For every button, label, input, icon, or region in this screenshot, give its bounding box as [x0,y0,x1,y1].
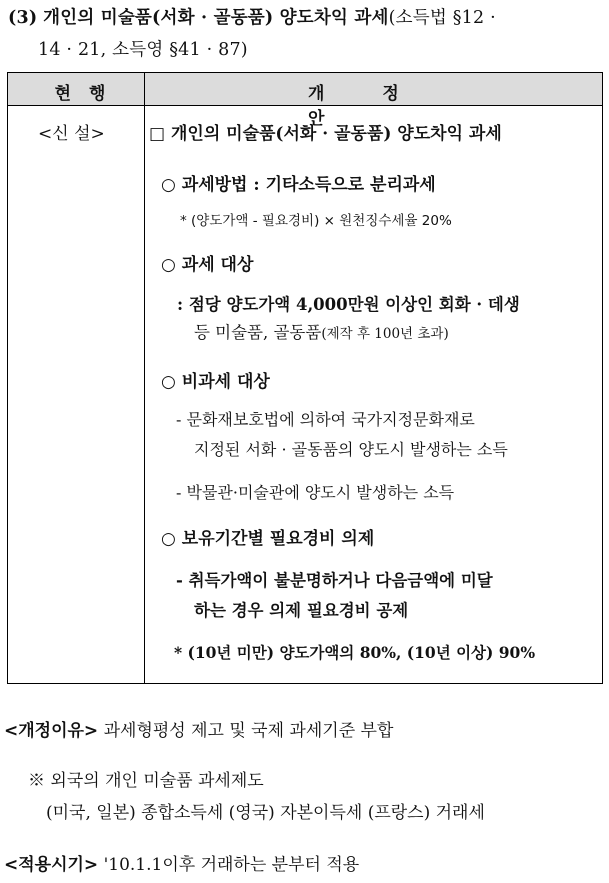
exempt-item2: - 박물관·미술관에 양도시 발생하는 소득 [176,483,455,502]
expense-line2: 하는 경우 의제 필요경비 공제 [194,601,409,620]
comparison-table [7,72,603,684]
section-number: (3) [8,8,38,28]
law-reference-2: 14 · 21, 소득영 §41 · 87) [38,40,248,60]
circle-bullet-icon: ○ [161,175,176,195]
exempt-item [161,367,270,392]
target-label: 과세 대상 [181,255,254,275]
law-reference-1: (소득법 §12 · [388,8,496,28]
revision-title-text: 개인의 미술품(서화 · 골동품) 양도차익 과세 [170,124,502,144]
section-heading [8,4,496,29]
foreign-system-title: ※ 외국의 개인 미술품 과세제도 [28,771,264,791]
target-line1: : 점당 양도가액 4,000만원 이상인 회화 · 데생 [177,295,520,314]
exempt-item1-line2: 지정된 서화 · 골동품의 양도시 발생하는 소득 [194,440,508,459]
reason-line [4,716,393,741]
header-current: 현 행 [54,84,112,104]
column-divider [144,73,145,683]
target-line2-main: 등 미술품, 골동품 [194,323,322,342]
target-item [161,250,253,275]
table-header [8,73,602,129]
method-label: 과세방법 : 기타소득으로 분리과세 [181,175,436,195]
effective-text: '10.1.1이후 거래하는 분부터 적용 [103,855,360,875]
reason-label: <개정이유> [4,721,99,741]
foreign-system-detail: (미국, 일본) 종합소득세 (영국) 자본이득세 (프랑스) 거래세 [46,803,485,823]
expense-label: 보유기간별 필요경비 의제 [181,529,375,549]
circle-bullet-icon: ○ [161,255,176,275]
target-line2 [194,319,449,343]
revision-title [149,119,502,144]
expense-item [161,524,374,549]
expense-line1: - 취득가액이 불분명하거나 다음금액에 미달 [176,571,493,590]
section-title: 개인의 미술품(서화 · 골동품) 양도차익 과세 [43,8,389,28]
circle-bullet-icon: ○ [161,372,176,392]
circle-bullet-icon: ○ [161,529,176,549]
expense-note: * (10년 미만) 양도가액의 80%, (10년 이상) 90% [174,643,536,662]
header-revision: 개 정 안 [308,84,425,129]
effective-line [4,850,359,875]
effective-label: <적용시기> [4,855,99,875]
method-item [161,170,436,195]
current-provision: <신 설> [38,124,105,144]
exempt-item1-line1: - 문화재보호법에 의하여 국가지정문화재로 [176,410,475,429]
exempt-label: 비과세 대상 [181,372,270,392]
checkbox-icon: □ [149,124,166,144]
method-note: * (양도가액 - 필요경비) × 원천징수세율 20% [180,213,452,229]
reason-text: 과세형평성 제고 및 국제 과세기준 부합 [103,721,394,741]
target-line2-note: (제작 후 100년 초과) [321,326,449,342]
